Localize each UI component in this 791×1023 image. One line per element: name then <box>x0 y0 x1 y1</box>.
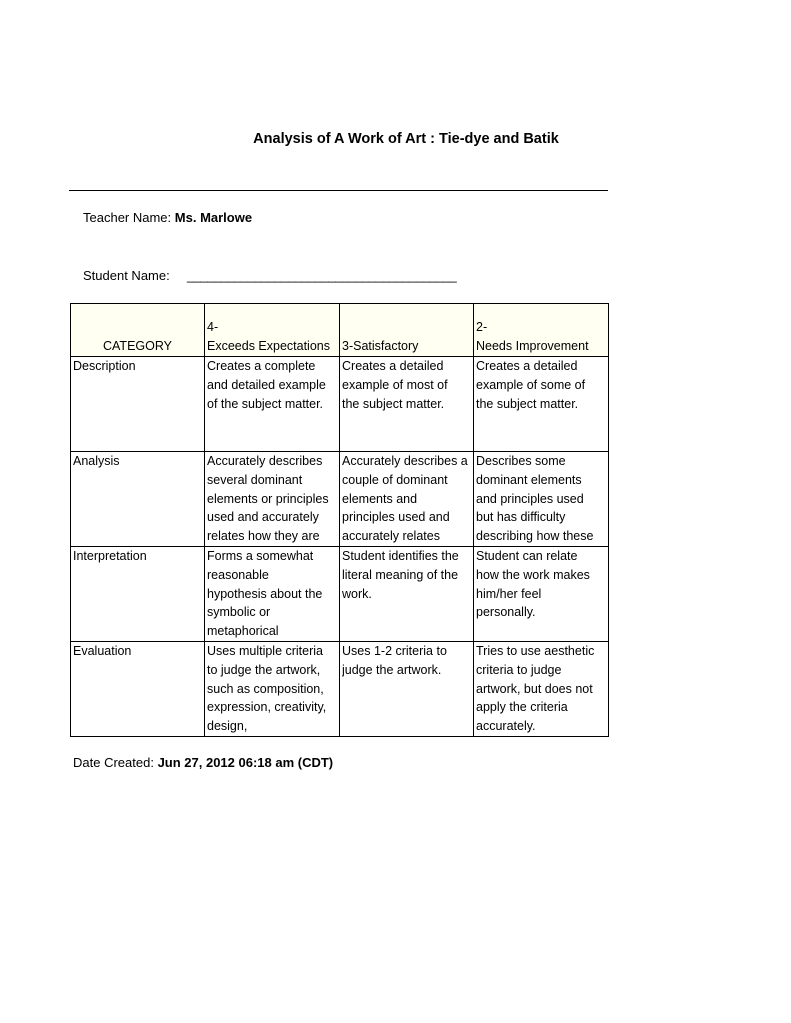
table-row <box>71 357 609 452</box>
table-row <box>71 642 609 737</box>
student-name-line <box>83 268 457 283</box>
page-title: Analysis of A Work of Art : Tie-dye and Batik <box>253 131 559 147</box>
header-category: CATEGORY <box>71 304 205 357</box>
criteria-cell: Student can relate how the work makes him/her feel personally. <box>474 547 609 642</box>
header-satisfactory: 3-Satisfactory <box>340 304 474 357</box>
header-exceeds: 4- Exceeds Expectations <box>205 304 340 357</box>
criteria-cell: Forms a somewhat reasonable hypothesis about the symbolic or metaphorical <box>205 547 340 642</box>
date-created-label: Date Created: <box>73 755 154 770</box>
date-created-value: Jun 27, 2012 06:18 am (CDT) <box>157 755 334 770</box>
rubric-table <box>70 303 609 737</box>
criteria-cell: Accurately describes a couple of dominant elements and principles used and accurately relates <box>340 452 474 547</box>
criteria-cell: Creates a detailed example of most of the subject matter. <box>340 357 474 452</box>
row-category: Interpretation <box>71 547 205 642</box>
teacher-name-value: Ms. Marlowe <box>174 210 253 225</box>
student-name-label: Student Name: <box>83 268 170 283</box>
row-category: Evaluation <box>71 642 205 737</box>
criteria-cell: Accurately describes several dominant elements or principles used and accurately relates how they are <box>205 452 340 547</box>
teacher-name-line <box>83 210 252 225</box>
teacher-name-label: Teacher Name: <box>83 210 172 225</box>
student-name-blank[interactable]: ________________________________________ <box>187 268 457 283</box>
date-created-line <box>73 755 333 770</box>
header-needs-improvement: 2- Needs Improvement <box>474 304 609 357</box>
criteria-cell: Describes some dominant elements and principles used but has difficulty describing how these <box>474 452 609 547</box>
row-category: Description <box>71 357 205 452</box>
criteria-cell: Uses multiple criteria to judge the artwork, such as composition, expression, creativity, design, <box>205 642 340 737</box>
rubric-header-row <box>71 304 609 357</box>
criteria-cell: Uses 1-2 criteria to judge the artwork. <box>340 642 474 737</box>
criteria-cell: Creates a complete and detailed example of the subject matter. <box>205 357 340 452</box>
table-row <box>71 452 609 547</box>
title-divider <box>69 190 608 191</box>
table-row <box>71 547 609 642</box>
criteria-cell: Creates a detailed example of some of the subject matter. <box>474 357 609 452</box>
criteria-cell: Student identifies the literal meaning of the work. <box>340 547 474 642</box>
criteria-cell: Tries to use aesthetic criteria to judge artwork, but does not apply the criteria accurately. <box>474 642 609 737</box>
row-category: Analysis <box>71 452 205 547</box>
